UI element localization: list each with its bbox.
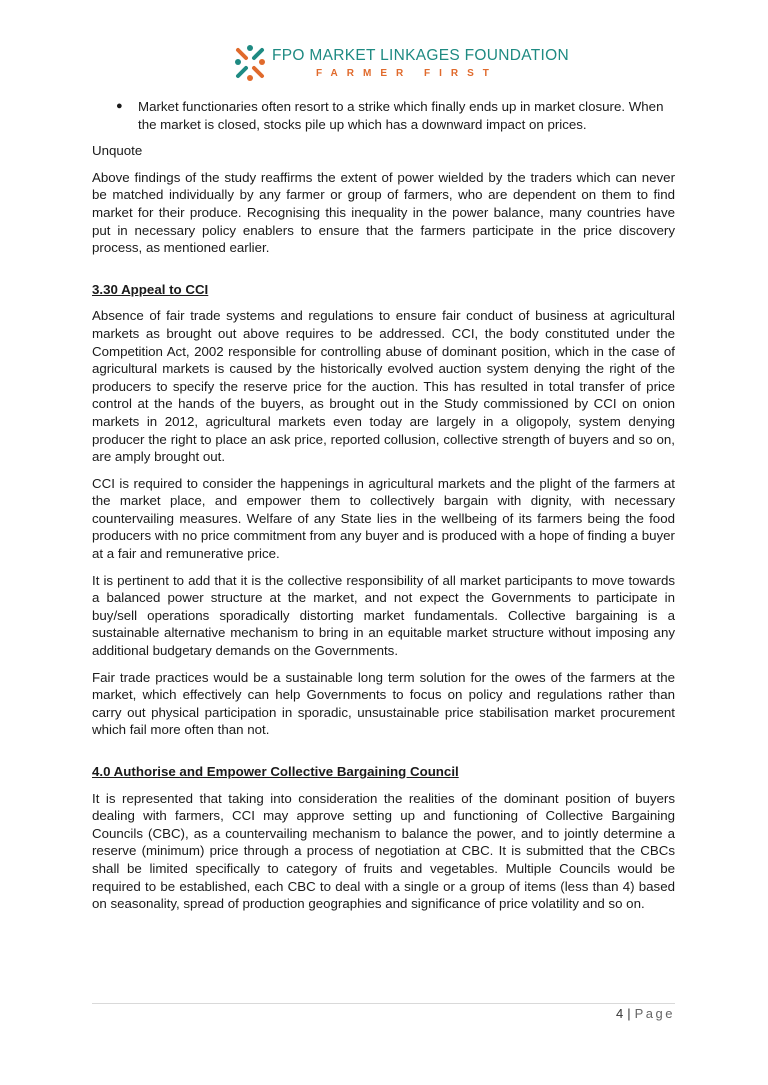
bullet-icon: ● xyxy=(116,100,123,112)
paragraph: It is pertinent to add that it is the collective responsibility of all market participants to move towards a balanced power structure at the market, and not expect the Governments to participate in buy/sell operations sporadically distorting market fundamentals. Collective bargaining is a sustainable alternative mechanism to bring in an equitable market structure without imposing any additional budgetary demands on the Governments. xyxy=(92,572,675,659)
page-header xyxy=(0,44,768,88)
footer-divider xyxy=(92,1003,675,1004)
footer-separator: | xyxy=(627,1006,631,1021)
page-footer xyxy=(92,1006,675,1021)
org-tagline: FARMER FIRST xyxy=(316,68,498,79)
paragraph: CCI is required to consider the happenings in agricultural markets and the plight of the farmers at the market place, and empower them to collectively bargain with dignity, with necessary countervailing measures. Welfare of any State lies in the wellbeing of its farmers being the food producers with no price commitment from any buyer and is produced with a hope of finding a buyer at a fair and remunerative price. xyxy=(92,475,675,562)
bullet-item xyxy=(92,98,675,133)
paragraph: It is represented that taking into consideration the realities of the dominant position of buyers dealing with farmers, CCI may approve setting up and functioning of Collective Bargaining Councils (CBC), as a countervailing mechanism to balance the power, and to jointly determine a reserve (minimum) price through a process of negotiation at CBC. It is submitted that the CBCs shall be limited specifically to category of fruits and vegetables. Multiple Councils would be required to be established, each CBC to deal with a single or a group of items (less than 4) based on seasonality, spread of production geographies and significance of price volatility and so on. xyxy=(92,790,675,912)
page-label: Page xyxy=(634,1006,675,1021)
section-heading: 4.0 Authorise and Empower Collective Bargaining Council xyxy=(92,764,459,779)
org-name: FPO MARKET LINKAGES FOUNDATION xyxy=(272,47,569,64)
bullet-text: Market functionaries often resort to a strike which finally ends up in market closure. When the market is closed, stocks pile up which has a downward impact on prices. xyxy=(138,99,664,132)
paragraph: Above findings of the study reaffirms the extent of power wielded by the traders which can never be matched individually by any farmer or group of farmers, who are dependent on them to find market for their produce. Recognising this inequality in the power balance, many countries have put in necessary policy enablers to ensure that the farmers participate in the price discovery process, as mentioned earlier. xyxy=(92,169,675,256)
people-circle-logo-icon xyxy=(232,44,268,82)
page-number: 4 xyxy=(616,1006,624,1021)
section-heading: 3.30 Appeal to CCI xyxy=(92,281,209,297)
page-content xyxy=(92,98,675,922)
paragraph: Fair trade practices would be a sustainable long term solution for the owes of the farmers at the market, which effectively can help Governments to focus on policy and regulations rather than carry out physical participation in sporadic, unsustainable price stabilisation market procurement which fail more often than not. xyxy=(92,669,675,738)
paragraph: Absence of fair trade systems and regulations to ensure fair conduct of business at agricultural markets as brought out above requires to be addressed. CCI, the body constituted under the Competition Act, 2002 responsible for controlling abuse of dominant position, which in the case of agricultural markets is caused by the historically evolved auction system denying the right of the producers to specify the reserve price for the auction. This has resulted in total transfer of price control at the hands of the buyers, as brought out in the Study commissioned by CCI on onion markets in 2012, agricultural markets even today are largely in a oligopoly, system denying producer the right to place an ask price, reported collusion, collective strength of buyers and so on, are amply brought out. xyxy=(92,308,675,465)
unquote-text: Unquote xyxy=(92,143,143,159)
